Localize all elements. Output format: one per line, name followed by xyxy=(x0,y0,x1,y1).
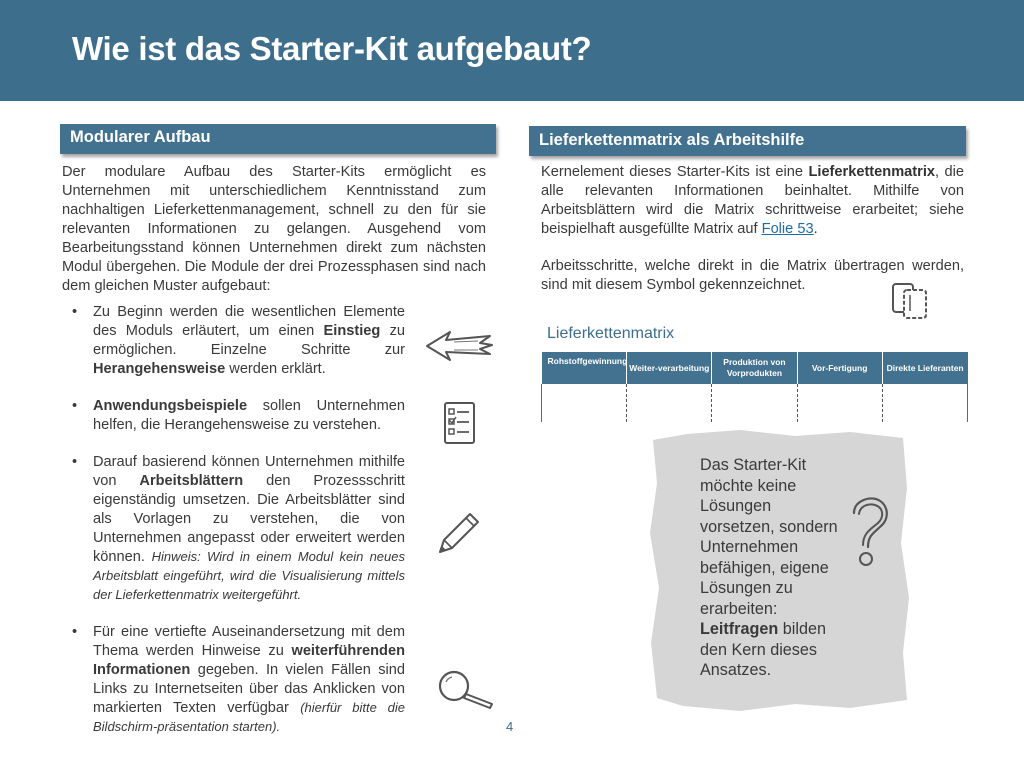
matrix-title: Lieferkettenmatrix xyxy=(547,325,675,342)
list-item: • Zu Beginn werden die wesentlichen Elemente des Moduls erläutert, um einen Einstieg zu ermöglichen. Einzelne Schritte zur Herangehensweise werden erklärt. xyxy=(72,303,405,379)
question-mark-icon xyxy=(848,495,892,571)
list-item: • Anwendungsbeispiele sollen Unternehmen helfen, die Herangehensweise zu verstehen. xyxy=(72,397,405,435)
slide-53-link[interactable]: Folie 53 xyxy=(761,221,814,237)
hint-text: (hierfür bitte die Bildschirm-präsentation starten). xyxy=(93,700,405,734)
matrix-column-header: Direkte Lieferanten xyxy=(882,352,967,384)
section-heading-matrix: Lieferkettenmatrix als Arbeitshilfe xyxy=(529,126,966,156)
supply-chain-matrix xyxy=(541,352,968,422)
list-item: • Für eine vertiefte Auseinandersetzung mit dem Thema werden Hinweise zu weiterführenden Informationen gegeben. In vielen Fällen sind Links zu Internetseiten über das Anklicken von markierten Texten verfügbar (hierfür bitte die Bildschirm-präsentation starten). xyxy=(72,623,405,737)
matrix-column-header: Vor-Fertigung xyxy=(797,352,882,384)
table-row xyxy=(542,384,968,422)
title-banner xyxy=(0,0,1024,101)
symbol-explanation-text: Arbeitsschritte, welche direkt in die Matrix übertragen werden, sind mit diesem Symbol gekennzeichnet. xyxy=(541,258,964,293)
matrix-intro-text: Kernelement dieses Starter-Kits ist eine Lieferkettenmatrix, die alle relevanten Informationen beinhaltet. Mithilfe von Arbeitsblättern wird die Matrix schrittweise erarbeitet; siehe beispielhaft ausgefüllte Matrix auf Folie 53. xyxy=(541,164,965,237)
arrow-left-icon xyxy=(424,328,496,362)
list-item: • Darauf basierend können Unternehmen mithilfe von Arbeitsblättern den Prozessschritt eigenständig umsetzen. Die Arbeitsblätter sind als Vorlagen zu verstehen, die von Unternehmen angepasst oder erweitert werden können. Hinweis: Wird in einem Modul kein neues Arbeitsblatt eingeführt, wird die Visualisierung mittels der Lieferkettenmatrix weitergeführt. xyxy=(72,453,405,605)
matrix-column-header: Produktion von Vorprodukten xyxy=(712,352,797,384)
section-heading-modular: Modularer Aufbau xyxy=(60,124,496,154)
matrix-column-header: Rohstoffgewinnung xyxy=(542,352,627,384)
modular-intro-text: Der modulare Aufbau des Starter-Kits ermöglicht es Unternehmen mit unterschiedlichem Kenntnisstand zum nachhaltigen Lieferkettenmanagement, schnell zu den für sie relevanten Informationen zu gelangen. Ausgehend vom Bearbeitungsstand können Unternehmen direkt zum nächsten Modul übergehen. Die Module der drei Prozessphasen sind nach dem gleichen Muster aufgebaut: xyxy=(62,164,486,294)
page-number: 4 xyxy=(506,719,514,734)
pencil-icon xyxy=(436,508,482,556)
magnifier-icon xyxy=(436,668,498,710)
matrix-symbol-icon xyxy=(890,281,930,321)
hint-text: Hinweis: Wird in einem Modul kein neues Arbeitsblatt eingeführt, wird die Visualisierung mittels der Lieferkettenmatrix weitergeführt. xyxy=(93,549,405,602)
checklist-icon xyxy=(442,400,478,446)
module-structure-list xyxy=(72,303,405,737)
page-title: Wie ist das Starter-Kit aufgebaut? xyxy=(72,30,592,67)
matrix-column-header: Weiter-verarbeitung xyxy=(627,352,712,384)
note-text: Das Starter-Kit möchte keine Lösungen vorsetzen, sondern Unternehmen befähigen, eigene Lösungen zu erarbeiten: Leitfragen bilden den Kern dieses Ansatzes. xyxy=(700,456,838,679)
